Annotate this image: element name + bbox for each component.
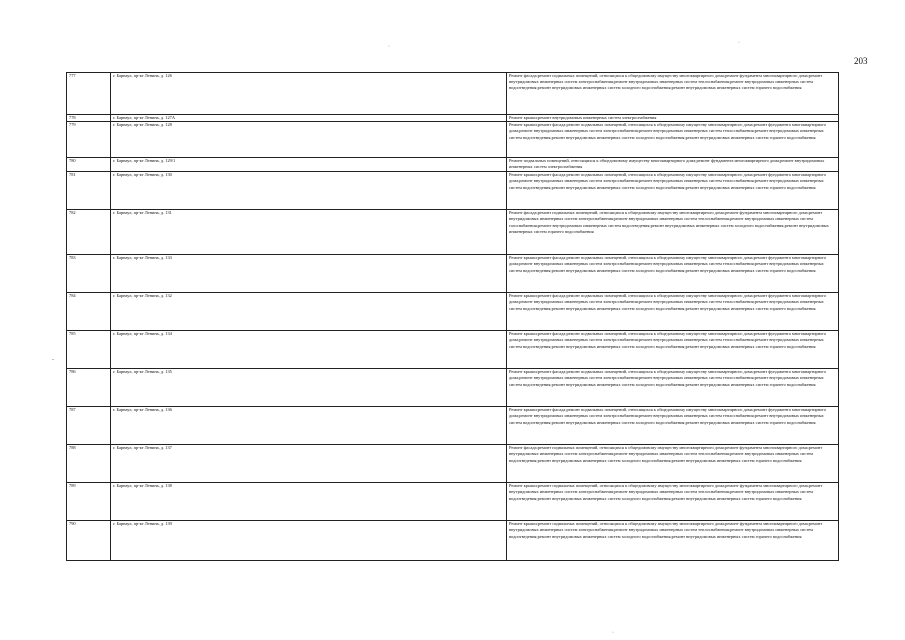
row-works: Ремонт крыши;ремонт фасада;ремонт подвальных помещений, относящихся к общедомовому имуществу многоквартирного дома;ремонт фундамента многоквартирного дома;ремонт внутридомовых инженерных систем электроснабжения;ремонт внутридомовых инженерных систем теплоснабжения;ремонт внутридомовых инженерных систем водоотведения;ремонт внутридомовых инженерных систем холодного водоснабжения;ремонт внутридомовых инженерных систем горячего водоснабжения [507,293,839,331]
row-address: г. Барнаул, пр-кт Ленина, д. 127А [111,115,507,122]
row-number: 778 [67,115,111,122]
row-address: г. Барнаул, пр-кт Ленина, д. 126 [111,73,507,115]
table-row [67,172,839,210]
row-works: Ремонт крыши;ремонт фасада;ремонт подвальных помещений, относящихся к общедомовому имуществу многоквартирного дома;ремонт фундамента многоквартирного дома;ремонт внутридомовых инженерных систем электроснабжения;ремонт внутридомовых инженерных систем теплоснабжения;ремонт внутридомовых инженерных систем водоотведения;ремонт внутридомовых инженерных систем холодного водоснабжения;ремонт внутридомовых инженерных систем горячего водоснабжения [507,407,839,445]
scan-dot: · [612,630,614,636]
table-row [67,158,839,172]
row-works: Ремонт крыши;ремонт фасада;ремонт подвальных помещений, относящихся к общедомовому имуществу многоквартирного дома;ремонт фундамента многоквартирного дома;ремонт внутридомовых инженерных систем электроснабжения;ремонт внутридомовых инженерных систем теплоснабжения;ремонт внутридомовых инженерных систем водоотведения;ремонт внутридомовых инженерных систем холодного водоснабжения;ремонт внутридомовых инженерных систем горячего водоснабжения [507,369,839,407]
row-number: 786 [67,369,111,407]
row-number: 789 [67,483,111,521]
row-number: 779 [67,122,111,158]
row-works: Ремонт крыши;ремонт фасада;ремонт подвальных помещений, относящихся к общедомовому имуществу многоквартирного дома;ремонт фундамента многоквартирного дома;ремонт внутридомовых инженерных систем электроснабжения;ремонт внутридомовых инженерных систем теплоснабжения;ремонт внутридомовых инженерных систем водоотведения;ремонт внутридомовых инженерных систем холодного водоснабжения;ремонт внутридомовых инженерных систем горячего водоснабжения [507,331,839,369]
table-row [67,445,839,483]
row-works: Ремонт фасада;ремонт подвальных помещений, относящихся к общедомовому имуществу многоквартирного дома;ремонт фундамента многоквартирного дома;ремонт внутридомовых инженерных систем электроснабжения;ремонт внутридомовых инженерных систем теплоснабжения;ремонт внутридомовых инженерных систем водоотведения;ремонт внутридомовых инженерных систем холодного водоснабжения;ремонт внутридомовых инженерных систем горячего водоснабжения [507,445,839,483]
row-number: 781 [67,172,111,210]
row-works: Ремонт крыши;ремонт фасада;ремонт подвальных помещений, относящихся к общедомовому имуществу многоквартирного дома;ремонт фундамента многоквартирного дома;ремонт внутридомовых инженерных систем электроснабжения;ремонт внутридомовых инженерных систем теплоснабжения;ремонт внутридомовых инженерных систем водоотведения;ремонт внутридомовых инженерных систем холодного водоснабжения;ремонт внутридомовых инженерных систем горячего водоснабжения [507,172,839,210]
row-works: Ремонт фасада;ремонт подвальных помещений, относящихся к общедомовому имуществу многоквартирного дома;ремонт фундамента многоквартирного дома;ремонт внутридомовых инженерных систем электроснабжения;ремонт внутридомовых инженерных систем теплоснабжения;ремонт внутридомовых инженерных систем водоотведения;ремонт внутридомовых инженерных систем холодного водоснабжения;ремонт внутридомовых инженерных систем горячего водоснабжения [507,73,839,115]
table-row [67,521,839,561]
table-row [67,293,839,331]
row-works: Ремонт крыши;ремонт внутридомовых инженерных систем электроснабжения [507,115,839,122]
table-row [67,407,839,445]
row-number: 782 [67,210,111,255]
page-number: 203 [854,56,868,66]
row-address: г. Барнаул, пр-кт Ленина, д. 137 [111,445,507,483]
scan-dot: - [52,357,54,363]
row-works: Ремонт крыши;ремонт фасада;ремонт подвальных помещений, относящихся к общедомовому имуществу многоквартирного дома;ремонт фундамента многоквартирного дома;ремонт внутридомовых инженерных систем электроснабжения;ремонт внутридомовых инженерных систем теплоснабжения;ремонт внутридомовых инженерных систем водоотведения;ремонт внутридомовых инженерных систем холодного водоснабжения;ремонт внутридомовых инженерных систем горячего водоснабжения [507,255,839,293]
row-address: г. Барнаул, пр-кт Ленина, д. 132 [111,293,507,331]
row-number: 787 [67,407,111,445]
row-number: 788 [67,445,111,483]
row-works: Ремонт крыши;ремонт подвальных помещений, относящихся к общедомовому имуществу многоквартирного дома;ремонт фундамента многоквартирного дома;ремонт внутридомовых инженерных систем электроснабжения;ремонт внутридомовых инженерных систем теплоснабжения;ремонт внутридомовых инженерных систем водоотведения;ремонт внутридомовых инженерных систем холодного водоснабжения;ремонт внутридомовых инженерных систем горячего водоснабжения [507,521,839,561]
row-address: г. Барнаул, пр-кт Ленина, д. 128 [111,122,507,158]
table-row [67,369,839,407]
works-registry-table [66,72,839,561]
row-works: Ремонт крыши;ремонт подвальных помещений, относящихся к общедомовому имуществу многоквартирного дома;ремонт фундамента многоквартирного дома;ремонт внутридомовых инженерных систем электроснабжения;ремонт внутридомовых инженерных систем теплоснабжения;ремонт внутридомовых инженерных систем водоотведения;ремонт внутридомовых инженерных систем холодного водоснабжения;ремонт внутридомовых инженерных систем горячего водоснабжения [507,483,839,521]
row-address: г. Барнаул, пр-кт Ленина, д. 134 [111,331,507,369]
scan-dot: · [388,44,390,50]
row-address: г. Барнаул, пр-кт Ленина, д. 136 [111,407,507,445]
table-row [67,73,839,115]
row-address: г. Барнаул, пр-кт Ленина, д. 135 [111,369,507,407]
row-number: 790 [67,521,111,561]
row-number: 780 [67,158,111,172]
scan-dot: · [738,40,740,46]
table-row [67,210,839,255]
table-row [67,331,839,369]
row-works: Ремонт крыши;ремонт фасада;ремонт подвальных помещений, относящихся к общедомовому имуществу многоквартирного дома;ремонт фундамента многоквартирного дома;ремонт внутридомовых инженерных систем электроснабжения;ремонт внутридомовых инженерных систем теплоснабжения;ремонт внутридомовых инженерных систем водоотведения;ремонт внутридомовых инженерных систем холодного водоснабжения;ремонт внутридомовых инженерных систем горячего водоснабжения [507,122,839,158]
table-row [67,122,839,158]
row-number: 783 [67,255,111,293]
row-address: г. Барнаул, пр-кт Ленина, д. 138 [111,483,507,521]
row-address: г. Барнаул, пр-кт Ленина, д. 130 [111,172,507,210]
row-number: 777 [67,73,111,115]
row-address: г. Барнаул, пр-кт Ленина, д. 131 [111,210,507,255]
table-row [67,255,839,293]
row-works: Ремонт подвальных помещений, относящихся к общедомовому имуществу многоквартирного дома;ремонт фундамента многоквартирного дома;ремонт внутридомовых инженерных систем электроснабжения [507,158,839,172]
row-works: Ремонт фасада;ремонт подвальных помещений, относящихся к общедомовому имуществу многоквартирного дома;ремонт фундамента многоквартирного дома;ремонт внутридомовых инженерных систем электроснабжения;ремонт внутридомовых инженерных систем теплоснабжения;ремонт внутридомовых инженерных систем газоснабжения;ремонт внутридомовых инженерных систем водоотведения;ремонт внутридомовых инженерных систем холодного водоснабжения;ремонт внутридомовых инженерных систем горячего водоснабжения [507,210,839,255]
table-row [67,483,839,521]
row-address: г. Барнаул, пр-кт Ленина, д. 129/1 [111,158,507,172]
row-number: 785 [67,331,111,369]
row-address: г. Барнаул, пр-кт Ленина, д. 133 [111,255,507,293]
row-number: 784 [67,293,111,331]
row-address: г. Барнаул, пр-кт Ленина, д. 139 [111,521,507,561]
table-row [67,115,839,122]
